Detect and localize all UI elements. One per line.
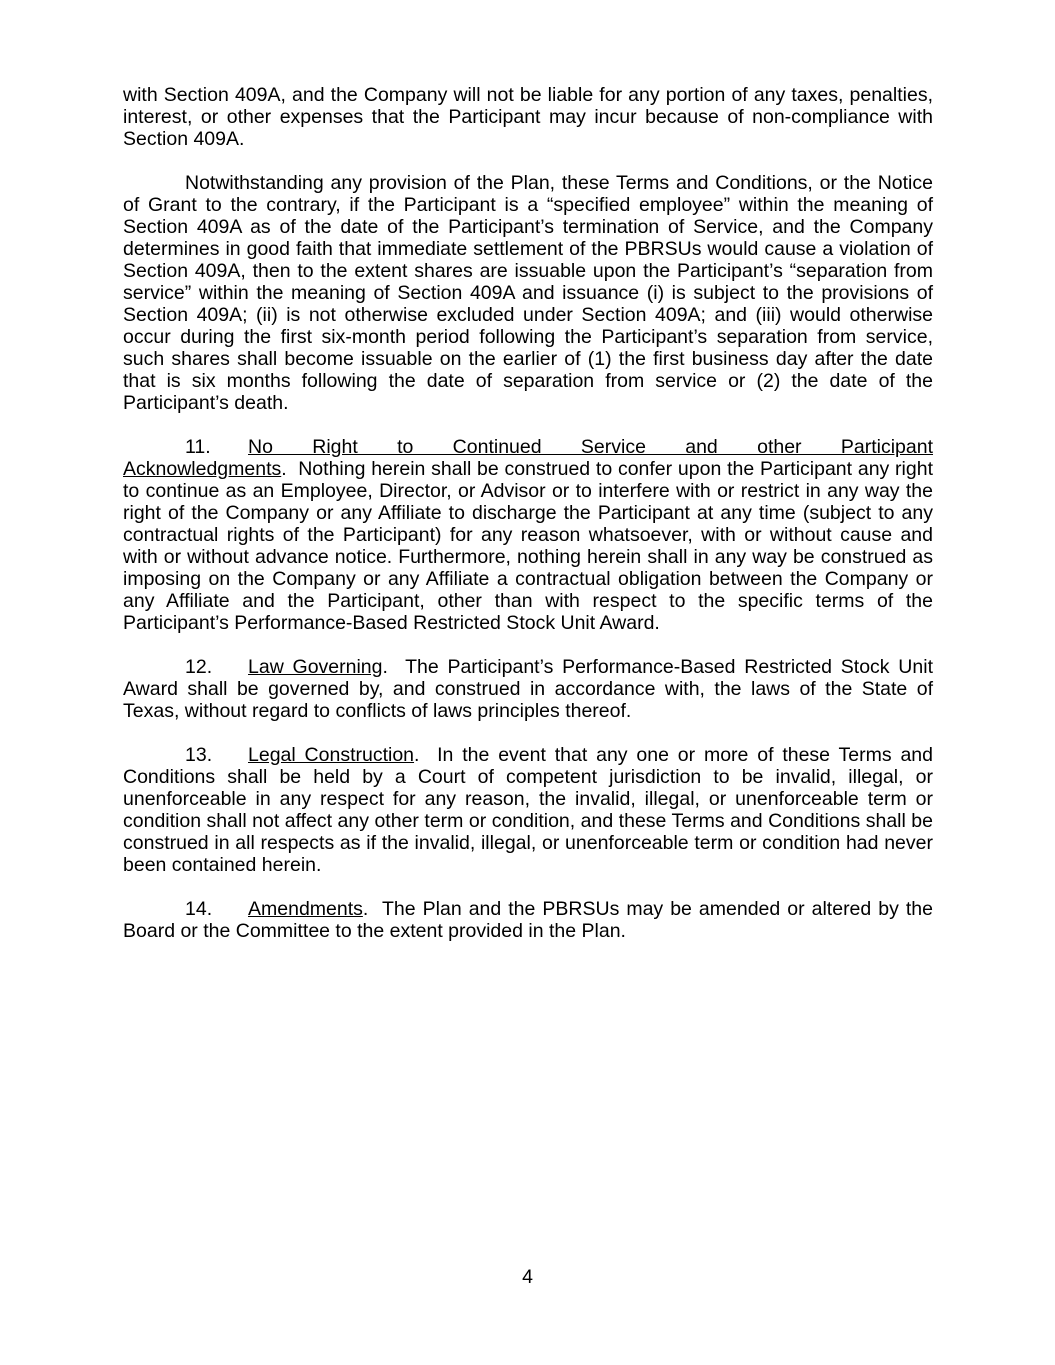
heading-separator: . xyxy=(414,744,438,766)
section-heading: Legal Construction xyxy=(248,744,415,766)
section-number: 12. xyxy=(185,656,213,678)
paragraph-409a-specified-employee xyxy=(123,172,933,414)
section-heading: No Right to Continued Service and other Participant Acknowledgments xyxy=(123,436,933,480)
section-11-paragraph xyxy=(123,436,933,634)
document-body xyxy=(123,84,933,964)
section-13-paragraph xyxy=(123,744,933,876)
heading-separator: . xyxy=(362,898,383,920)
heading-separator: . xyxy=(281,458,299,480)
paragraph-continuation xyxy=(123,84,933,150)
paragraph-text: Notwithstanding any provision of the Plan, these Terms and Conditions, or the Notice of Grant to the contrary, if the Participant is a “specified employee” within the meaning of Section 409A as of the date of the Participant’s termination of Service, and the Company determines in good faith that immediate settlement of the PBRSUs would cause a violation of Section 409A, then to the extent shares are issuable upon the Participant’s “separation from service” within the meaning of Section 409A and issuance (i) is subject to the provisions of Section 409A; (ii) is not otherwise excluded under Section 409A; and (iii) would otherwise occur during the first six-month period following the Participant’s separation from service, such shares shall become issuable on the earlier of (1) the first business day after the date that is six months following the date of separation from service or (2) the date of the Participant’s death. xyxy=(123,172,933,414)
section-heading: Law Governing xyxy=(248,656,383,678)
section-14-paragraph xyxy=(123,898,933,942)
section-heading: Amendments xyxy=(248,898,363,920)
paragraph-text: Nothing herein shall be construed to confer upon the Participant any right to continue as an Employee, Director, or Advisor or to interfere with or restrict in any way the right of the Company or any Affiliate to discharge the Participant at any time (subject to any contractual rights of the Participant) for any reason whatsoever, with or without cause and with or without advance notice. Furthermore, nothing herein shall in any way be construed as imposing on the Company or any Affiliate a contractual obligation between the Company or any Affiliate and the Participant, other than with respect to the specific terms of the Participant’s Performance-Based Restricted Stock Unit Award. xyxy=(123,458,933,634)
paragraph-text: The Plan and the PBRSUs may be amended or altered by the Board or the Committee to the extent provided in the Plan. xyxy=(123,898,934,942)
section-number: 11. xyxy=(185,436,211,458)
section-12-paragraph xyxy=(123,656,933,722)
paragraph-text: with Section 409A, and the Company will not be liable for any portion of any taxes, penalties, interest, or other expenses that the Participant may incur because of non-compliance with Section 409A. xyxy=(123,84,933,150)
paragraph-text: The Participant’s Performance-Based Restricted Stock Unit Award shall be governed by, and construed in accordance with, the laws of the State of Texas, without regard to conflicts of laws principles thereof. xyxy=(123,656,933,722)
section-number: 14. xyxy=(185,898,213,920)
paragraph-text: In the event that any one or more of these Terms and Conditions shall be held by a Court of competent jurisdiction to be invalid, illegal, or unenforceable in any respect for any reason, the invalid, illegal, or unenforceable term or condition shall not affect any other term or condition, and these Terms and Conditions shall be construed in all respects as if the invalid, illegal, or unenforceable term or condition had never been contained herein. xyxy=(123,744,933,876)
heading-separator: . xyxy=(382,656,406,678)
page-number: 4 xyxy=(522,1266,533,1288)
section-number: 13. xyxy=(185,744,213,766)
